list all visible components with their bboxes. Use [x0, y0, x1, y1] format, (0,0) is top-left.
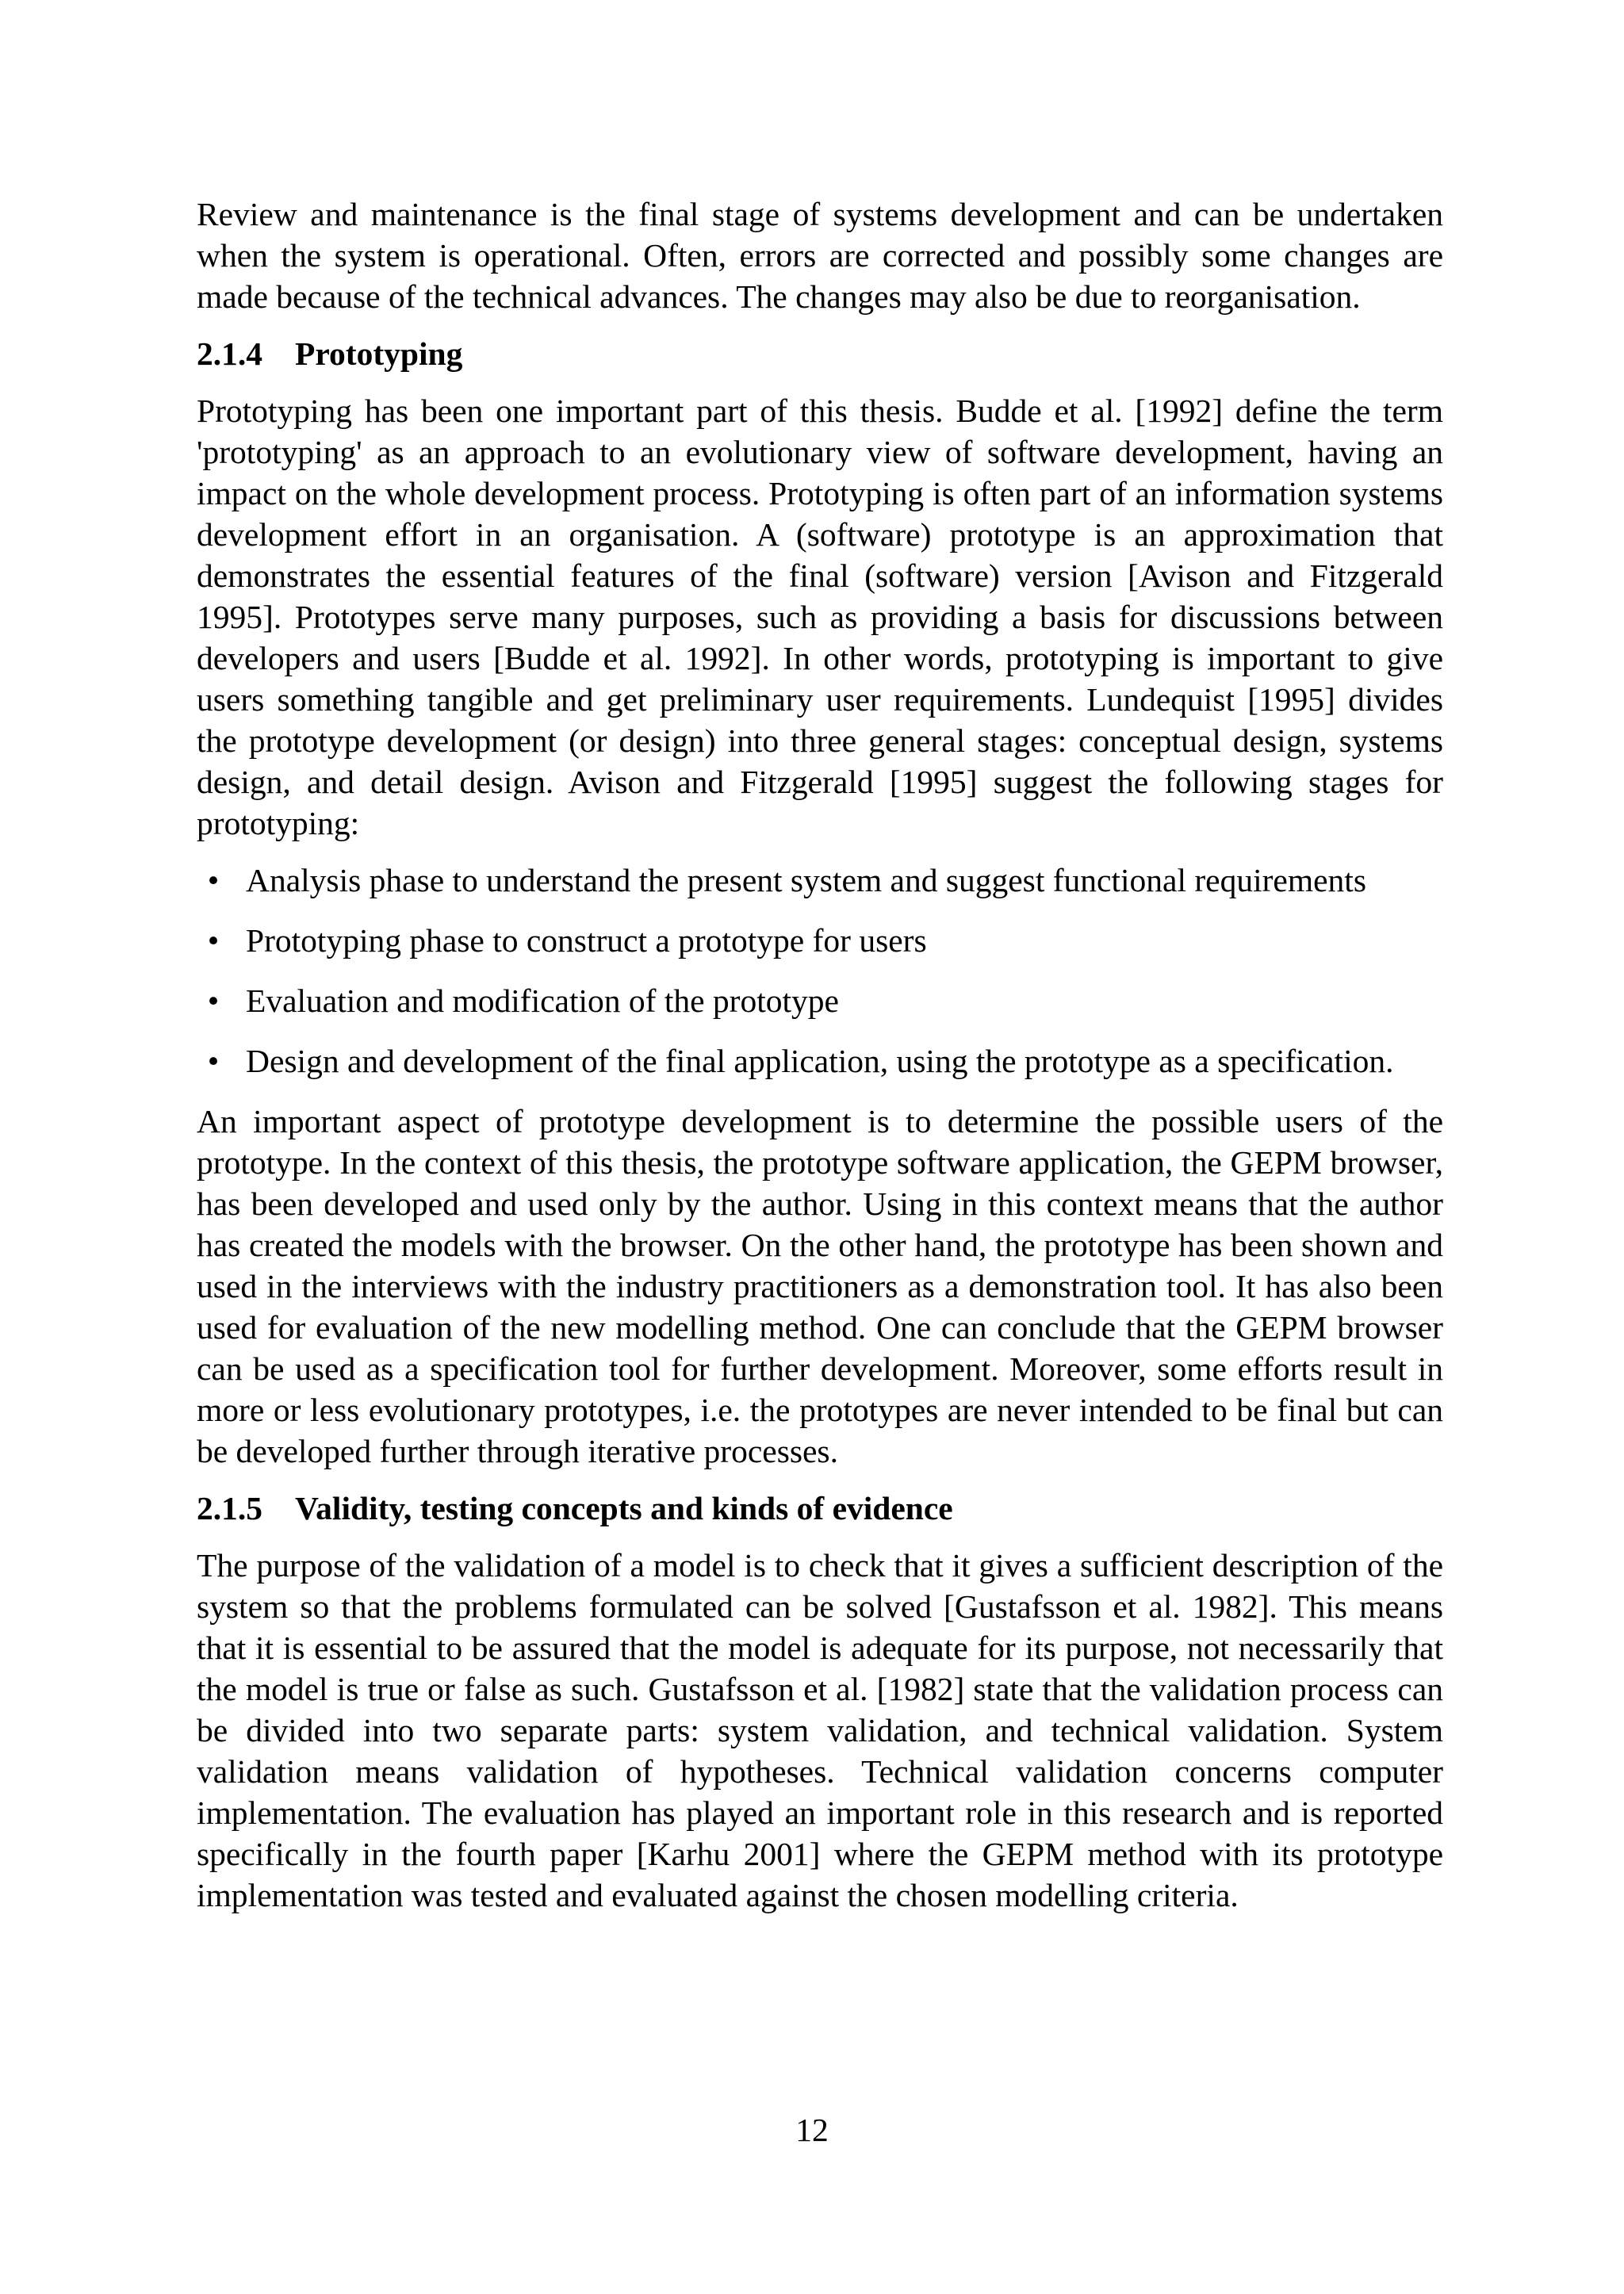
document-page [197, 193, 1443, 1932]
section-number: 2.1.4 [197, 335, 262, 372]
list-item [197, 1040, 1443, 1082]
list-item-text: Evaluation and modification of the prototype [246, 982, 839, 1019]
paragraph-review-maintenance: Review and maintenance is the final stage of systems development and can be undertaken when the system is operational. Often, errors are corrected and possibly some changes are made because of the technical advances. The changes may also be due to reorganisation. [197, 196, 1443, 315]
paragraph-validation: The purpose of the validation of a model is to check that it gives a sufficient description of the system so that the problems formulated can be solved [Gustafsson et al. 1982]. This means that it is essential to be assured that the model is adequate for its purpose, not necessarily that the model is true or false as such. Gustafsson et al. [1982] state that the validation process can be divided into two separate parts: system validation, and technical validation. System validation means validation of hypotheses. Technical validation concerns computer implementation. The evaluation has played an important role in this research and is reported specifically in the fourth paper [Karhu 2001] where the GEPM method with its prototype implementation was tested and evaluated against the chosen modelling criteria. [197, 1547, 1443, 1913]
section-heading-validity [197, 1488, 1443, 1529]
bullet-icon: • [207, 982, 220, 1019]
section-number: 2.1.5 [197, 1490, 262, 1526]
list-item [197, 920, 1443, 961]
paragraph-prototype-users: An important aspect of prototype development is to determine the possible users of the prototype. In the context of this thesis, the prototype software application, the GEPM browser, has been developed and used only by the author. Using in this context means that the author has created the models with the browser. On the other hand, the prototype has been shown and used in the interviews with the industry practitioners as a demonstration tool. It has also been used for evaluation of the new modelling method. One can conclude that the GEPM browser can be used as a specification tool for further development. Moreover, some efforts result in more or less evolutionary prototypes, i.e. the prototypes are never intended to be final but can be developed further through iterative processes. [197, 1103, 1443, 1469]
bullet-icon: • [207, 1043, 220, 1079]
prototyping-stages-list [197, 860, 1443, 1082]
list-item-text: Analysis phase to understand the present system and suggest functional requirements [246, 862, 1366, 898]
page-number: 12 [795, 2112, 829, 2148]
section-title: Validity, testing concepts and kinds of evidence [295, 1490, 953, 1526]
section-heading-prototyping [197, 333, 1443, 374]
list-item [197, 860, 1443, 901]
list-item-text: Prototyping phase to construct a prototype for users [246, 922, 927, 959]
bullet-icon: • [207, 862, 220, 898]
section-title: Prototyping [295, 335, 463, 372]
list-item-text: Design and development of the final application, using the prototype as a specification. [246, 1043, 1394, 1079]
bullet-icon: • [207, 922, 220, 959]
paragraph-prototyping-intro: Prototyping has been one important part of this thesis. Budde et al. [1992] define the term 'prototyping' as an approach to an evolutionary view of software development, having an impact on the whole development process. Prototyping is often part of an information systems development effort in an organisation. A (software) prototype is an approximation that demonstrates the essential features of the final (software) version [Avison and Fitzgerald 1995]. Prototypes serve many purposes, such as providing a basis for discussions between developers and users [Budde et al. 1992]. In other words, prototyping is important to give users something tangible and get preliminary user requirements. Lundequist [1995] divides the prototype development (or design) into three general stages: conceptual design, systems design, and detail design. Avison and Fitzgerald [1995] suggest the following stages for prototyping: [197, 393, 1443, 841]
list-item [197, 980, 1443, 1021]
